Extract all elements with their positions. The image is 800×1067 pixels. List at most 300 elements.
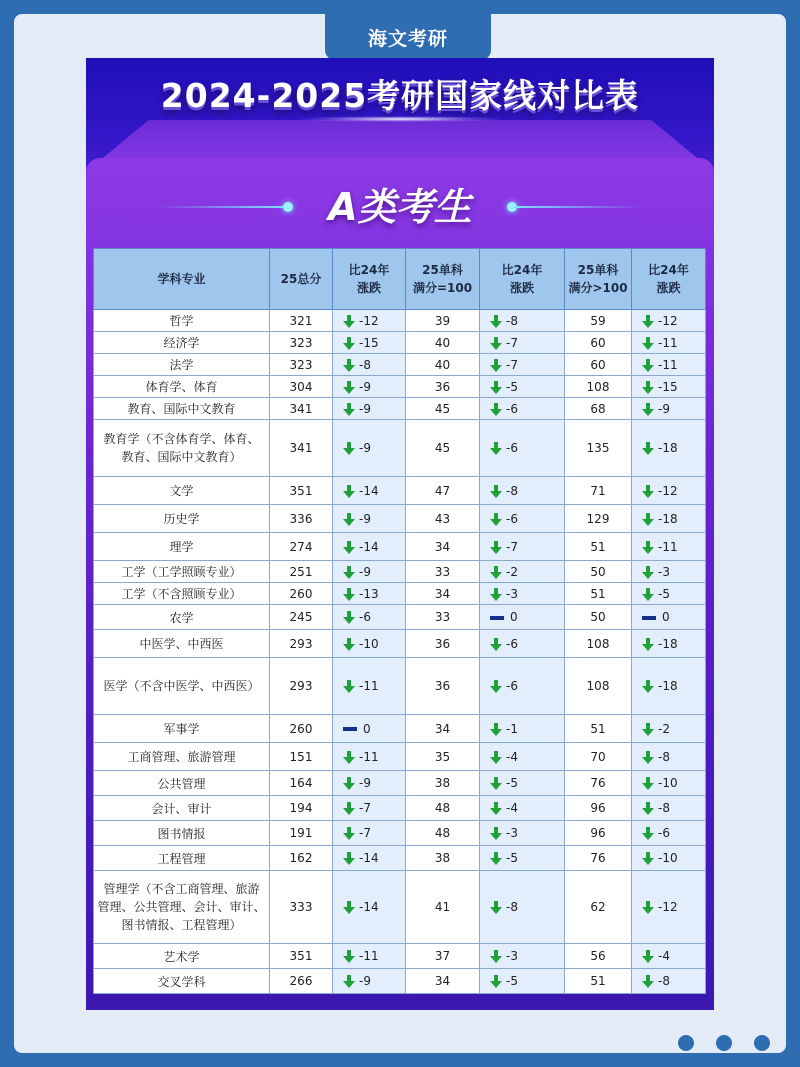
cell-change2 bbox=[480, 715, 565, 743]
change-value: -7 bbox=[359, 801, 371, 815]
cell-total: 351 bbox=[270, 477, 333, 505]
cell-change1 bbox=[333, 796, 406, 821]
cell-single2: 50 bbox=[565, 605, 632, 630]
cell-subject: 历史学 bbox=[94, 505, 270, 533]
cell-change1 bbox=[333, 871, 406, 944]
page-title: 2024-2025考研国家线对比表 bbox=[160, 76, 640, 115]
change-value: -1 bbox=[506, 721, 518, 736]
cell-change2 bbox=[480, 398, 565, 420]
cell-subject: 工商管理、旅游管理 bbox=[94, 743, 270, 771]
change-value: -10 bbox=[658, 776, 678, 790]
cell-change3 bbox=[632, 505, 706, 533]
cell-total: 341 bbox=[270, 398, 333, 420]
cell-change3 bbox=[632, 969, 706, 994]
brand-label: 海文考研 bbox=[325, 14, 491, 60]
cell-single2: 108 bbox=[565, 376, 632, 398]
table-row bbox=[94, 477, 706, 505]
cell-total: 260 bbox=[270, 583, 333, 605]
down-arrow-icon bbox=[490, 513, 502, 526]
cell-change2 bbox=[480, 821, 565, 846]
down-arrow-icon bbox=[642, 802, 654, 815]
down-arrow-icon bbox=[642, 723, 654, 736]
down-arrow-icon bbox=[642, 513, 654, 526]
cell-change3 bbox=[632, 796, 706, 821]
down-arrow-icon bbox=[343, 513, 355, 526]
cell-change1 bbox=[333, 630, 406, 658]
down-arrow-icon bbox=[490, 802, 502, 815]
cell-change2 bbox=[480, 630, 565, 658]
cell-total: 321 bbox=[270, 310, 333, 332]
cell-subject: 哲学 bbox=[94, 310, 270, 332]
down-arrow-icon bbox=[343, 802, 355, 815]
down-arrow-icon bbox=[642, 975, 654, 988]
cell-change1 bbox=[333, 846, 406, 871]
down-arrow-icon bbox=[642, 359, 654, 372]
down-arrow-icon bbox=[490, 485, 502, 498]
cell-single1: 34 bbox=[406, 969, 480, 994]
change-value: -3 bbox=[658, 564, 670, 579]
down-arrow-icon bbox=[490, 588, 502, 601]
change-value: -15 bbox=[359, 335, 379, 350]
cell-subject: 艺术学 bbox=[94, 944, 270, 969]
cell-single2: 68 bbox=[565, 398, 632, 420]
down-arrow-icon bbox=[490, 403, 502, 416]
cell-single2: 108 bbox=[565, 658, 632, 715]
down-arrow-icon bbox=[490, 566, 502, 579]
down-arrow-icon bbox=[642, 950, 654, 963]
cell-change3 bbox=[632, 605, 706, 630]
flat-dash-icon bbox=[490, 616, 504, 620]
title-glow bbox=[300, 116, 500, 122]
cell-change1 bbox=[333, 354, 406, 376]
cell-total: 245 bbox=[270, 605, 333, 630]
down-arrow-icon bbox=[642, 751, 654, 764]
down-arrow-icon bbox=[490, 359, 502, 372]
cell-single2: 51 bbox=[565, 583, 632, 605]
change-value: -10 bbox=[658, 851, 678, 865]
cell-single1: 43 bbox=[406, 505, 480, 533]
cell-subject: 工学（工学照顾专业） bbox=[94, 561, 270, 583]
cell-single1: 45 bbox=[406, 398, 480, 420]
cell-subject: 经济学 bbox=[94, 332, 270, 354]
down-arrow-icon bbox=[642, 827, 654, 840]
change-value: -11 bbox=[359, 749, 379, 764]
change-value: -9 bbox=[359, 401, 371, 416]
change-value: -3 bbox=[506, 826, 518, 840]
change-value: -7 bbox=[506, 335, 518, 350]
cell-subject: 会计、审计 bbox=[94, 796, 270, 821]
cell-change2 bbox=[480, 605, 565, 630]
table-header-row bbox=[94, 249, 706, 310]
table-row bbox=[94, 821, 706, 846]
cell-single1: 33 bbox=[406, 605, 480, 630]
down-arrow-icon bbox=[343, 975, 355, 988]
change-value: -14 bbox=[359, 539, 379, 554]
down-arrow-icon bbox=[490, 638, 502, 651]
down-arrow-icon bbox=[343, 485, 355, 498]
change-value: -9 bbox=[359, 776, 371, 790]
table-row bbox=[94, 771, 706, 796]
cell-single2: 50 bbox=[565, 561, 632, 583]
table-row bbox=[94, 420, 706, 477]
change-value: -7 bbox=[506, 357, 518, 372]
table-row bbox=[94, 796, 706, 821]
cell-change1 bbox=[333, 715, 406, 743]
change-value: -14 bbox=[359, 900, 379, 914]
cell-subject: 理学 bbox=[94, 533, 270, 561]
change-value: -3 bbox=[506, 949, 518, 963]
cell-total: 162 bbox=[270, 846, 333, 871]
table-row bbox=[94, 376, 706, 398]
cell-single1: 34 bbox=[406, 583, 480, 605]
cell-change1 bbox=[333, 658, 406, 715]
down-arrow-icon bbox=[642, 777, 654, 790]
change-value: -8 bbox=[359, 357, 371, 372]
change-value: -9 bbox=[359, 564, 371, 579]
change-value: -5 bbox=[506, 974, 518, 988]
cell-change2 bbox=[480, 846, 565, 871]
change-value: -18 bbox=[658, 636, 678, 651]
table-row bbox=[94, 561, 706, 583]
change-value: -9 bbox=[359, 974, 371, 988]
cell-change3 bbox=[632, 533, 706, 561]
change-value: -8 bbox=[506, 313, 518, 328]
change-value: -11 bbox=[658, 539, 678, 554]
header-single1: 25单科 满分=100 bbox=[406, 249, 480, 310]
down-arrow-icon bbox=[490, 723, 502, 736]
cell-change3 bbox=[632, 332, 706, 354]
cell-single1: 40 bbox=[406, 354, 480, 376]
change-value: -11 bbox=[359, 679, 379, 693]
cell-single2: 51 bbox=[565, 969, 632, 994]
down-arrow-icon bbox=[343, 777, 355, 790]
table-row bbox=[94, 846, 706, 871]
cell-change3 bbox=[632, 420, 706, 477]
down-arrow-icon bbox=[343, 638, 355, 651]
cell-single2: 56 bbox=[565, 944, 632, 969]
cell-single2: 60 bbox=[565, 354, 632, 376]
cell-total: 304 bbox=[270, 376, 333, 398]
cell-single1: 38 bbox=[406, 771, 480, 796]
down-arrow-icon bbox=[642, 588, 654, 601]
cell-change2 bbox=[480, 969, 565, 994]
score-table bbox=[93, 248, 706, 994]
down-arrow-icon bbox=[343, 588, 355, 601]
down-arrow-icon bbox=[642, 541, 654, 554]
cell-single1: 38 bbox=[406, 846, 480, 871]
cell-change1 bbox=[333, 605, 406, 630]
change-value: -18 bbox=[658, 441, 678, 455]
down-arrow-icon bbox=[642, 901, 654, 914]
down-arrow-icon bbox=[490, 975, 502, 988]
cell-single1: 36 bbox=[406, 630, 480, 658]
change-value: -5 bbox=[658, 586, 670, 601]
cell-change2 bbox=[480, 871, 565, 944]
cell-single1: 48 bbox=[406, 821, 480, 846]
score-table-wrap bbox=[93, 248, 705, 994]
cell-total: 351 bbox=[270, 944, 333, 969]
cell-change3 bbox=[632, 561, 706, 583]
cell-change1 bbox=[333, 561, 406, 583]
cell-change3 bbox=[632, 944, 706, 969]
cell-single1: 34 bbox=[406, 533, 480, 561]
down-arrow-icon bbox=[490, 852, 502, 865]
cell-total: 341 bbox=[270, 420, 333, 477]
cell-single2: 70 bbox=[565, 743, 632, 771]
cell-change3 bbox=[632, 771, 706, 796]
change-value: -9 bbox=[359, 511, 371, 526]
change-value: -11 bbox=[359, 949, 379, 963]
table-row bbox=[94, 533, 706, 561]
cell-change1 bbox=[333, 944, 406, 969]
down-arrow-icon bbox=[343, 950, 355, 963]
change-value: 0 bbox=[662, 610, 670, 624]
down-arrow-icon bbox=[343, 442, 355, 455]
cell-single2: 51 bbox=[565, 715, 632, 743]
table-row bbox=[94, 944, 706, 969]
down-arrow-icon bbox=[490, 827, 502, 840]
cell-change1 bbox=[333, 420, 406, 477]
change-value: -8 bbox=[658, 801, 670, 815]
cell-subject: 中医学、中西医 bbox=[94, 630, 270, 658]
down-arrow-icon bbox=[490, 901, 502, 914]
cell-change3 bbox=[632, 376, 706, 398]
cell-change1 bbox=[333, 771, 406, 796]
dot-3 bbox=[754, 1035, 770, 1051]
cell-total: 251 bbox=[270, 561, 333, 583]
change-value: -12 bbox=[658, 313, 678, 328]
down-arrow-icon bbox=[343, 403, 355, 416]
cell-subject: 教育学（不含体育学、体育、 教育、国际中文教育） bbox=[94, 420, 270, 477]
cell-change2 bbox=[480, 354, 565, 376]
cell-change2 bbox=[480, 743, 565, 771]
table-row bbox=[94, 505, 706, 533]
down-arrow-icon bbox=[490, 680, 502, 693]
header-change2: 比24年 涨跌 bbox=[480, 249, 565, 310]
cell-change3 bbox=[632, 846, 706, 871]
cell-change3 bbox=[632, 658, 706, 715]
cell-single2: 76 bbox=[565, 846, 632, 871]
table-row bbox=[94, 332, 706, 354]
cell-change2 bbox=[480, 771, 565, 796]
change-value: -11 bbox=[658, 335, 678, 350]
cell-single1: 36 bbox=[406, 376, 480, 398]
cell-single2: 108 bbox=[565, 630, 632, 658]
cell-change2 bbox=[480, 533, 565, 561]
down-arrow-icon bbox=[343, 901, 355, 914]
cell-single2: 96 bbox=[565, 821, 632, 846]
change-value: -4 bbox=[506, 801, 518, 815]
cell-change1 bbox=[333, 821, 406, 846]
cell-total: 274 bbox=[270, 533, 333, 561]
cell-single2: 135 bbox=[565, 420, 632, 477]
down-arrow-icon bbox=[490, 751, 502, 764]
down-arrow-icon bbox=[490, 541, 502, 554]
change-value: 0 bbox=[363, 721, 371, 736]
down-arrow-icon bbox=[343, 680, 355, 693]
down-arrow-icon bbox=[490, 777, 502, 790]
change-value: -9 bbox=[359, 441, 371, 455]
subtitle-line-right bbox=[514, 206, 642, 208]
down-arrow-icon bbox=[343, 381, 355, 394]
cell-total: 336 bbox=[270, 505, 333, 533]
down-arrow-icon bbox=[490, 442, 502, 455]
change-value: -2 bbox=[658, 721, 670, 736]
down-arrow-icon bbox=[343, 359, 355, 372]
cell-total: 323 bbox=[270, 354, 333, 376]
down-arrow-icon bbox=[642, 852, 654, 865]
cell-subject: 工程管理 bbox=[94, 846, 270, 871]
change-value: -4 bbox=[506, 749, 518, 764]
down-arrow-icon bbox=[642, 638, 654, 651]
down-arrow-icon bbox=[490, 950, 502, 963]
change-value: -12 bbox=[658, 900, 678, 914]
cell-change3 bbox=[632, 715, 706, 743]
cell-single1: 45 bbox=[406, 420, 480, 477]
cell-total: 293 bbox=[270, 630, 333, 658]
cell-change3 bbox=[632, 821, 706, 846]
cell-change1 bbox=[333, 376, 406, 398]
cell-subject: 法学 bbox=[94, 354, 270, 376]
down-arrow-icon bbox=[343, 611, 355, 624]
cell-single1: 48 bbox=[406, 796, 480, 821]
cell-single1: 40 bbox=[406, 332, 480, 354]
down-arrow-icon bbox=[642, 337, 654, 350]
change-value: -7 bbox=[506, 539, 518, 554]
cell-single1: 41 bbox=[406, 871, 480, 944]
table-row bbox=[94, 871, 706, 944]
cell-change1 bbox=[333, 398, 406, 420]
change-value: -6 bbox=[506, 679, 518, 693]
change-value: -14 bbox=[359, 851, 379, 865]
change-value: -13 bbox=[359, 586, 379, 601]
header-change1: 比24年 涨跌 bbox=[333, 249, 406, 310]
change-value: -2 bbox=[506, 564, 518, 579]
dot-2 bbox=[716, 1035, 732, 1051]
cell-change2 bbox=[480, 310, 565, 332]
dot-1 bbox=[678, 1035, 694, 1051]
down-arrow-icon bbox=[642, 680, 654, 693]
cell-change3 bbox=[632, 398, 706, 420]
cell-total: 151 bbox=[270, 743, 333, 771]
pagination-dots bbox=[678, 1035, 792, 1055]
cell-change3 bbox=[632, 630, 706, 658]
cell-total: 333 bbox=[270, 871, 333, 944]
change-value: -9 bbox=[359, 379, 371, 394]
down-arrow-icon bbox=[490, 315, 502, 328]
change-value: -6 bbox=[658, 826, 670, 840]
cell-subject: 军事学 bbox=[94, 715, 270, 743]
down-arrow-icon bbox=[343, 751, 355, 764]
cell-single1: 47 bbox=[406, 477, 480, 505]
change-value: -18 bbox=[658, 511, 678, 526]
down-arrow-icon bbox=[343, 337, 355, 350]
header-change3: 比24年 涨跌 bbox=[632, 249, 706, 310]
cell-change2 bbox=[480, 332, 565, 354]
down-arrow-icon bbox=[343, 566, 355, 579]
cell-subject: 农学 bbox=[94, 605, 270, 630]
cell-change2 bbox=[480, 376, 565, 398]
cell-total: 191 bbox=[270, 821, 333, 846]
cell-change2 bbox=[480, 796, 565, 821]
table-row bbox=[94, 398, 706, 420]
cell-change3 bbox=[632, 310, 706, 332]
down-arrow-icon bbox=[642, 381, 654, 394]
cell-single2: 71 bbox=[565, 477, 632, 505]
cell-subject: 体育学、体育 bbox=[94, 376, 270, 398]
header-subject: 学科专业 bbox=[94, 249, 270, 310]
table-body bbox=[94, 310, 706, 994]
change-value: -9 bbox=[658, 401, 670, 416]
table-row bbox=[94, 310, 706, 332]
cell-change3 bbox=[632, 354, 706, 376]
change-value: -12 bbox=[359, 313, 379, 328]
header-single2: 25单科 满分>100 bbox=[565, 249, 632, 310]
cell-total: 293 bbox=[270, 658, 333, 715]
cell-single1: 34 bbox=[406, 715, 480, 743]
table-row bbox=[94, 969, 706, 994]
cell-subject: 公共管理 bbox=[94, 771, 270, 796]
cell-subject: 交叉学科 bbox=[94, 969, 270, 994]
cell-single2: 96 bbox=[565, 796, 632, 821]
cell-single2: 129 bbox=[565, 505, 632, 533]
down-arrow-icon bbox=[642, 485, 654, 498]
change-value: -8 bbox=[658, 974, 670, 988]
change-value: 0 bbox=[510, 610, 518, 624]
change-value: -5 bbox=[506, 379, 518, 394]
cell-single2: 59 bbox=[565, 310, 632, 332]
cell-single2: 76 bbox=[565, 771, 632, 796]
down-arrow-icon bbox=[642, 315, 654, 328]
cell-single1: 37 bbox=[406, 944, 480, 969]
poster bbox=[86, 58, 714, 1010]
cell-change1 bbox=[333, 310, 406, 332]
cell-change2 bbox=[480, 505, 565, 533]
down-arrow-icon bbox=[642, 566, 654, 579]
change-value: -8 bbox=[506, 483, 518, 498]
change-value: -6 bbox=[506, 636, 518, 651]
down-arrow-icon bbox=[642, 403, 654, 416]
cell-change2 bbox=[480, 944, 565, 969]
change-value: -5 bbox=[506, 851, 518, 865]
down-arrow-icon bbox=[343, 541, 355, 554]
change-value: -6 bbox=[506, 441, 518, 455]
cell-change3 bbox=[632, 871, 706, 944]
cell-total: 260 bbox=[270, 715, 333, 743]
change-value: -15 bbox=[658, 379, 678, 394]
down-arrow-icon bbox=[490, 337, 502, 350]
flat-dash-icon bbox=[642, 616, 656, 620]
table-row bbox=[94, 354, 706, 376]
cell-subject: 文学 bbox=[94, 477, 270, 505]
table-row bbox=[94, 605, 706, 630]
cell-change3 bbox=[632, 583, 706, 605]
down-arrow-icon bbox=[343, 315, 355, 328]
cell-single2: 62 bbox=[565, 871, 632, 944]
change-value: -8 bbox=[658, 749, 670, 764]
cell-change2 bbox=[480, 583, 565, 605]
table-row bbox=[94, 715, 706, 743]
table-row bbox=[94, 743, 706, 771]
cell-change1 bbox=[333, 332, 406, 354]
cell-total: 194 bbox=[270, 796, 333, 821]
cell-change3 bbox=[632, 743, 706, 771]
cell-change2 bbox=[480, 420, 565, 477]
cell-subject: 管理学（不含工商管理、旅游 管理、公共管理、会计、审计、 图书情报、工程管理） bbox=[94, 871, 270, 944]
cell-change2 bbox=[480, 477, 565, 505]
cell-change1 bbox=[333, 533, 406, 561]
change-value: -6 bbox=[359, 610, 371, 624]
